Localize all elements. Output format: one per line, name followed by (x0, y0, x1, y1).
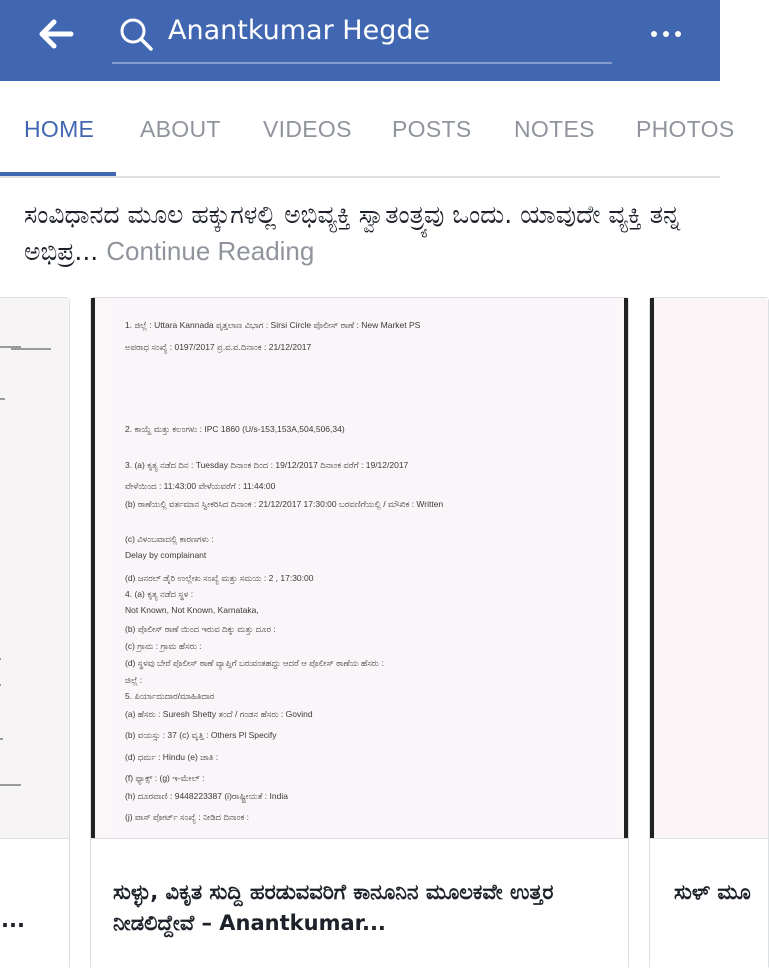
card-caption (0, 838, 69, 971)
carousel-card-current[interactable] (90, 297, 629, 970)
card-caption (91, 838, 628, 971)
document-line: (b) ಪೊಲೀಸ್ ಠಾಣೆ ಯಿಂದ ಇರುವ ದಿಕ್ಕು ಮತ್ತು ದೂರ : (125, 624, 276, 634)
document-line: (c) ವಿಳಂಬವಾದಲ್ಲಿ ಕಾರಣಗಳು : (125, 534, 214, 544)
continue-reading-link[interactable]: Continue Reading (106, 236, 315, 266)
page-tabs (0, 81, 735, 178)
tab-videos[interactable]: VIDEOS (263, 116, 352, 142)
carousel-card-previous[interactable] (0, 297, 70, 970)
card-title: ಸುಳ್ಳು, ವಿಕೃತ ಸುದ್ದಿ ಹರಡುವವರಿಗೆ ಕಾನೂನಿನ ಮೂಲಕವೇ ಉತ್ತರ ನೀಡಲಿದ್ದೇವೆ – Anantkumar... (113, 880, 554, 935)
doc-mark (0, 738, 3, 740)
document-line: (d) ಧರ್ಮ : Hindu (e) ಜಾತಿ : (125, 752, 219, 762)
document-line: 3. (a) ಕೃತ್ಯ ನಡೆದ ದಿನ : Tuesday ದಿನಾಂಕ ದಿಂದ : 19/12/2017 ದಿನಾಂಕ ವರೆಗೆ : 19/12/2017 (125, 460, 409, 470)
document-line: (h) ದೂರವಾಣಿ : 9448223387 (i)ರಾಷ್ಟ್ರೀಯತೆ : India (125, 791, 288, 801)
back-button[interactable] (30, 12, 82, 56)
search-icon (118, 16, 154, 52)
more-dot-icon (651, 31, 657, 37)
document-line: 5. ಪಿರ್ಯಾದುದಾರ/ಮಾಹಿತಿದಾರ (125, 691, 215, 701)
more-dot-icon (663, 31, 669, 37)
doc-mark (0, 784, 21, 786)
document-fragment (0, 338, 51, 838)
document-line: Delay by complainant (125, 550, 207, 560)
doc-mark (0, 658, 1, 660)
tab-about[interactable]: ABOUT (140, 116, 221, 142)
top-bar (0, 0, 720, 81)
tab-home[interactable]: HOME (24, 116, 95, 142)
document-line: ಜಿಲ್ಲೆ : (125, 675, 143, 685)
document-line: (c) ಗ್ರಾಮ : ಗ್ರಾಮ ಹೆಸರು : (125, 641, 202, 651)
more-options-button[interactable] (640, 14, 692, 54)
tab-notes[interactable]: NOTES (514, 116, 595, 142)
document-line: (f) ಫ್ಯಾಕ್ಸ್ : (g) ಇ-ಮೇಲ್ : (125, 773, 205, 783)
document-line: (d) ಜನರಲ್ ಡೈರಿ ಉಲ್ಲೇಖ ಸಂಖ್ಯೆ ಮತ್ತು ಸಮಯ : 2 , 17:30:00 (125, 573, 314, 583)
carousel-card-next[interactable] (649, 297, 769, 970)
doc-mark (0, 398, 5, 400)
document-line: 1. ಜಿಲ್ಲೆ : Uttara Kannada ಪೃತ್ತಲಾಣ ವಿಭಾಗ : Sirsi Circle ಪೊಲೀಸ್ ಠಾಣೆ : New Market PS (125, 320, 421, 330)
tab-photos[interactable]: PHOTOS (636, 116, 735, 142)
document-line: (b) ಠಾಣೆಯಲ್ಲಿ ವರ್ತಮಾನ ಸ್ವೀಕರಿಸಿದ ದಿನಾಂಕ : 21/12/2017 17:30:00 ಬರವಣಿಗೆಯಲ್ಲಿ / ಮೌಖಿಕ : Written (125, 499, 444, 509)
tab-posts[interactable]: POSTS (392, 116, 472, 142)
document-line: Not Known, Not Known, Karnataka, (125, 605, 259, 615)
doc-mark (11, 348, 51, 350)
document-line: ಅಪರಾಧ ಸಂಖ್ಯೆ : 0197/2017 ಪ್ರ.ವ.ವ.ದಿನಾಂಕ : 21/12/2017 (125, 342, 312, 352)
search-query[interactable]: Anantkumar Hegde (168, 15, 431, 46)
search-bar[interactable] (112, 6, 612, 64)
card-title: ಸುಳ್ ಮೂ (674, 880, 751, 904)
active-tab-indicator (0, 172, 116, 176)
document-line: (d) ಸ್ಥಳವು ಬೇರೆ ಪೊಲೀಸ್ ಠಾಣೆ ವ್ಯಾಪ್ತಿಗೆ ಬರುವಂತಹದ್ದು ಆದರೆ ಆ ಪೊಲೀಸ್ ಠಾಣೆಯ ಹೆಸರು : (125, 658, 384, 668)
doc-mark (0, 684, 1, 686)
document-line: 4. (a) ಕೃತ್ಯ ನಡೆದ ಸ್ಥಳ : (125, 589, 194, 599)
document-line: 2. ಕಾಯ್ದೆ ಮತ್ತು ಕಲಂಗಳು : IPC 1860 (U/s-153,153A,504,506,34) (125, 424, 345, 434)
document-line: (j) ಪಾಸ್ ಪೋರ್ಟ್ ಸಂಖ್ಯೆ : ನೀಡಿದ ದಿನಾಂಕ : (125, 812, 249, 822)
post-text (24, 196, 704, 270)
post-body: ಸಂವಿಧಾನದ ಮೂಲ ಹಕ್ಕುಗಳಲ್ಲಿ ಅಭಿವ್ಯಕ್ತಿ ಸ್ವಾತಂತ್ರ್ಯವು ಒಂದು. ಯಾವುದೇ ವ್ಯಕ್ತಿ ತನ್ನ ಅಭಿಪ್ರ... (24, 200, 681, 266)
card-caption (650, 838, 768, 971)
document-line: ವೇಳೆಯಿಂದ : 11:43:00 ವೇಳೆಯವರೆಗೆ : 11:44:00 (125, 481, 276, 491)
card-image (0, 298, 69, 838)
document-line: (a) ಹೆಸರು : Suresh Shetty ತಂದೆ / ಗಂಡನ ಹೆಸರು : Govind (125, 709, 313, 719)
more-dot-icon (675, 31, 681, 37)
fir-document (111, 298, 618, 838)
card-title: ... (1, 908, 25, 932)
document-line: (b) ವಯಸ್ಸು : 37 (c) ವೃತ್ತಿ : Others Pl Specify (125, 730, 277, 740)
back-arrow-icon (38, 19, 74, 49)
card-image (91, 298, 628, 838)
card-image (650, 298, 768, 838)
